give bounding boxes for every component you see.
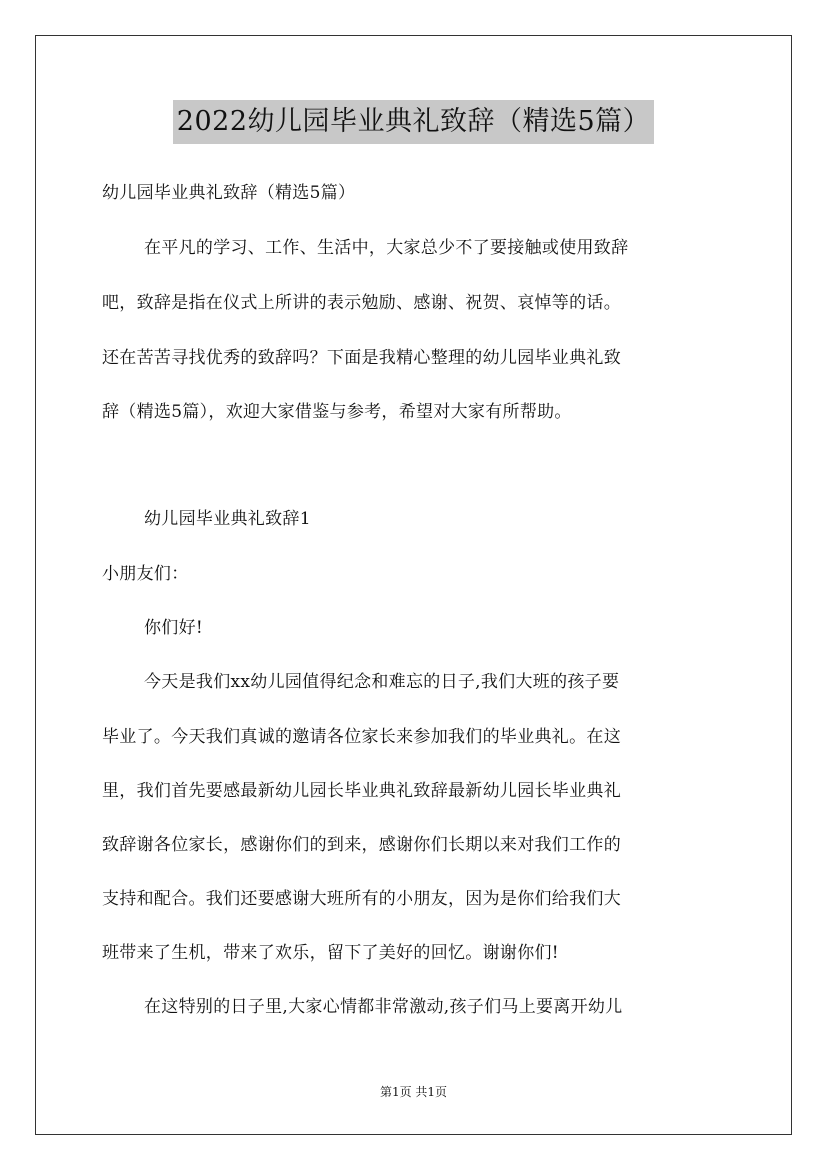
body-line-4: 致辞谢各位家长，感谢你们的到来，感谢你们长期以来对我们工作的	[102, 835, 621, 855]
body-line-7: 在这特别的日子里,大家心情都非常激动,孩子们马上要离开幼儿	[144, 997, 623, 1017]
greeting: 你们好!	[144, 618, 204, 638]
intro-line-1: 在平凡的学习、工作、生活中，大家总少不了要接触或使用致辞	[144, 238, 629, 258]
body-line-5: 支持和配合。我们还要感谢大班所有的小朋友，因为是你们给我们大	[102, 889, 621, 909]
body-line-2: 毕业了。今天我们真诚的邀请各位家长来参加我们的毕业典礼。在这	[102, 727, 621, 747]
salutation: 小朋友们：	[102, 564, 189, 584]
page-footer: 第1页 共1页	[379, 1085, 448, 1099]
body-line-1: 今天是我们xx幼儿园值得纪念和难忘的日子,我们大班的孩子要	[144, 672, 620, 692]
intro-line-2: 吧，致辞是指在仪式上所讲的表示勉励、感谢、祝贺、哀悼等的话。	[102, 293, 621, 313]
subtitle: 幼儿园毕业典礼致辞（精选5篇）	[102, 183, 356, 203]
section-heading: 幼儿园毕业典礼致辞1	[144, 509, 311, 529]
body-line-6: 班带来了生机，带来了欢乐，留下了美好的回忆。谢谢你们!	[102, 943, 559, 963]
intro-line-4: 辞（精选5篇），欢迎大家借鉴与参考，希望对大家有所帮助。	[102, 402, 572, 422]
document-title: 2022幼儿园毕业典礼致辞（精选5篇）	[173, 100, 654, 144]
title-container	[0, 100, 827, 144]
body-line-3: 里，我们首先要感最新幼儿园长毕业典礼致辞最新幼儿园长毕业典礼	[102, 781, 621, 801]
intro-line-3: 还在苦苦寻找优秀的致辞吗？下面是我精心整理的幼儿园毕业典礼致	[102, 348, 621, 368]
